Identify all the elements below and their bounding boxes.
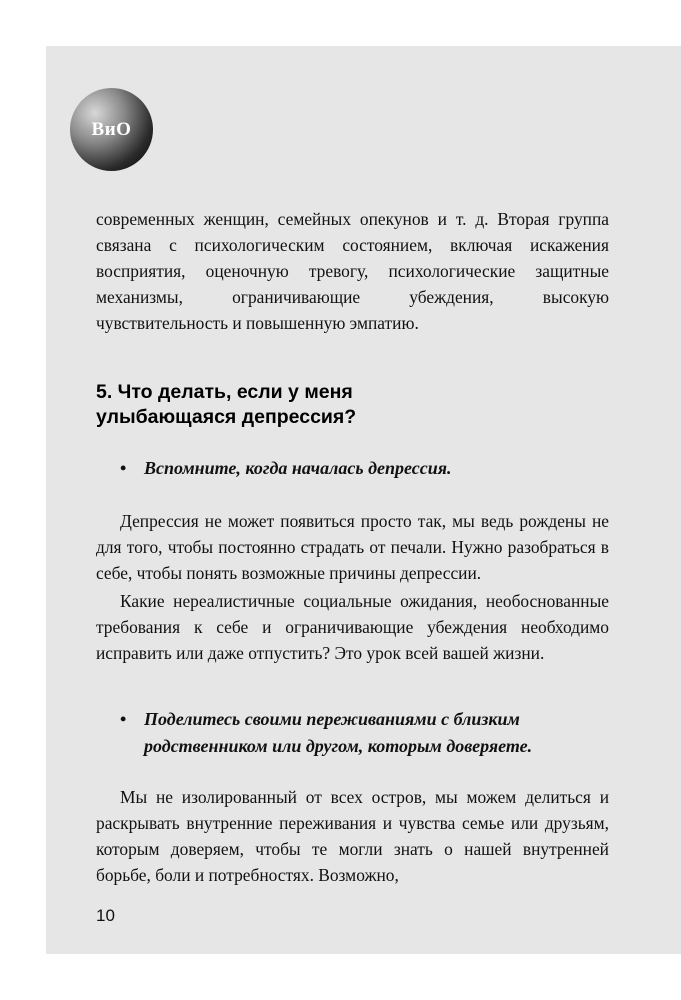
badge-label: ВиО bbox=[91, 118, 132, 140]
paragraph-2: Депрессия не может появиться просто так, мы ведь рождены не для того, чтобы постоянно страдать от печали. Нужно разобраться в себе, чтобы понять возможные причины депрессии. bbox=[96, 511, 609, 583]
section-heading bbox=[96, 380, 516, 430]
bullet-item-2 bbox=[118, 706, 644, 760]
bullet-1-text: Вспомните, когда началась депрессия. bbox=[144, 458, 452, 478]
paragraph-1: современных женщин, семейных опекунов и т. д. Вторая группа связана с психологическим состоянием, включая искажения восприятия, оценочную тревогу, психологические защитные механизмы, ограничивающие убеждения, высокую чувствительность и повышенную эмпатию. bbox=[96, 209, 609, 333]
bullet-item-1 bbox=[118, 455, 644, 482]
paragraph-3: Какие нереалистичные социальные ожидания, необоснованные требования к себе и ограничивающие убеждения необходимо исправить или даже отпустить? Это урок всей вашей жизни. bbox=[96, 591, 609, 663]
bullet-2-line-2: родственником или другом, которым доверяете. bbox=[144, 736, 533, 756]
paragraph-4: Мы не изолированный от всех остров, мы можем делиться и раскрывать внутренние переживания и чувства семье или друзьям, которым доверяем, чтобы те могли знать о нашей внутренней борьбе, боли и потребностях. Возможно, bbox=[96, 787, 609, 885]
bullet-2-line-1: Поделитесь своими переживаниями с близким bbox=[144, 709, 520, 729]
bullet-icon: • bbox=[120, 458, 127, 478]
bullet-icon: • bbox=[120, 709, 127, 729]
publisher-badge bbox=[70, 88, 153, 171]
heading-line-2: улыбающаяся депрессия? bbox=[96, 406, 357, 428]
page-number: 10 bbox=[96, 906, 115, 925]
heading-line-1: 5. Что делать, если у меня bbox=[96, 381, 353, 403]
